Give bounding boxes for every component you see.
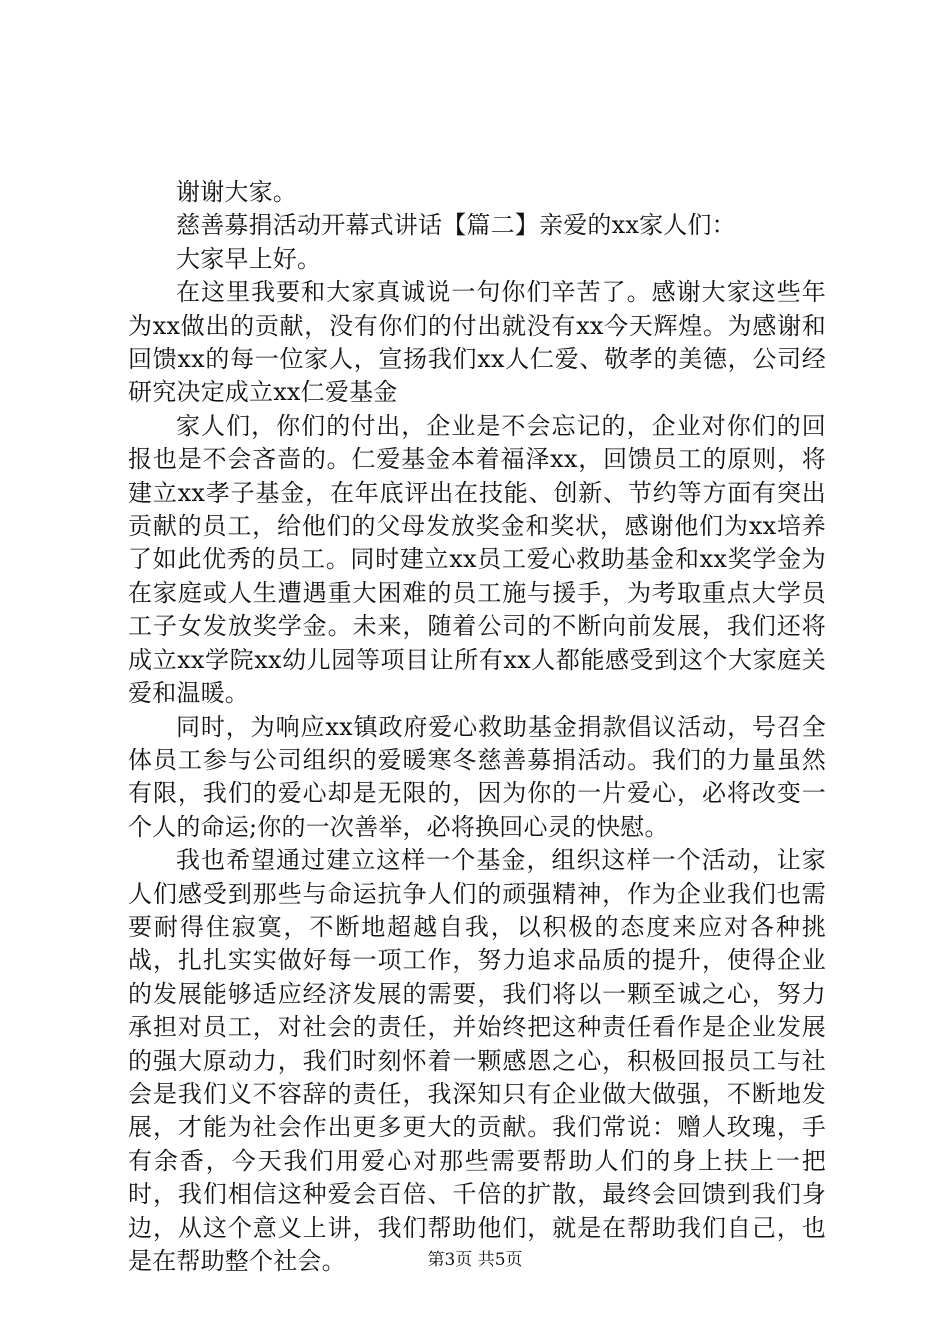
paragraph-appreciation: 在这里我要和大家真诚说一句你们辛苦了。感谢大家这些年为xx做出的贡献，没有你们的付出就没有xx今天辉煌。为感谢和回馈xx的每一位家人，宣扬我们xx人仁爱、敬孝的美德，公司经研究决定成立xx仁爱基金 — [128, 278, 826, 407]
paragraph-greeting: 大家早上好。 — [176, 244, 322, 273]
paragraph-charity-call: 同时，为响应xx镇政府爱心救助基金捐款倡议活动，号召全体员工参与公司组织的爱暖寒冬慈善募捐活动。我们的力量虽然有限，我们的爱心却是无限的，因为你的一片爱心，必将改变一个人的命运;你的一次善举，必将换回心灵的快慰。 — [128, 712, 826, 841]
page-number-footer: 第3页 共5页 — [427, 1250, 523, 1270]
paragraph-section-heading: 慈善募捐活动开幕式讲话【篇二】亲爱的xx家人们： — [176, 211, 736, 240]
document-body — [128, 176, 826, 1278]
paragraph-conclusion: 我也希望通过建立这样一个基金，组织这样一个活动，让家人们感受到那些与命运抗争人们的顽强精神，作为企业我们也需要耐得住寂寞，不断地超越自我，以积极的态度来应对各种挑战，扎扎实实做好每一项工作，努力追求品质的提升，使得企业的发展能够适应经济发展的需要，我们将以一颗至诚之心，努力承担对员工，对社会的责任，并始终把这种责任看作是企业发展的强大原动力，我们时刻怀着一颗感恩之心，积极回报员工与社会是我们义不容辞的责任，我深知只有企业做大做强，不断地发展，才能为社会作出更多更大的贡献。我们常说：赠人玫瑰，手有余香，今天我们用爱心对那些需要帮助人们的身上扶上一把时，我们相信这种爱会百倍、千倍的扩散，最终会回馈到我们身边，从这个意义上讲，我们帮助他们，就是在帮助我们自己，也是在帮助整个社会。 — [128, 846, 826, 1275]
paragraph-closing-thanks: 谢谢大家。 — [176, 178, 297, 206]
paragraph-fund-details: 家人们，你们的付出，企业是不会忘记的，企业对你们的回报也是不会吝啬的。仁爱基金本着福泽xx，回馈员工的原则，将建立xx孝子基金，在年底评出在技能、创新、节约等方面有突出贡献的员工，给他们的父母发放奖金和奖状，感谢他们为xx培养了如此优秀的员工。同时建立xx员工爱心救助基金和xx奖学金为在家庭或人生遭遇重大困难的员工施与援手，为考取重点大学员工子女发放奖学金。未来，随着公司的不断向前发展，我们还将成立xx学院xx幼儿园等项目让所有xx人都能感受到这个大家庭关爱和温暖。 — [128, 411, 826, 708]
